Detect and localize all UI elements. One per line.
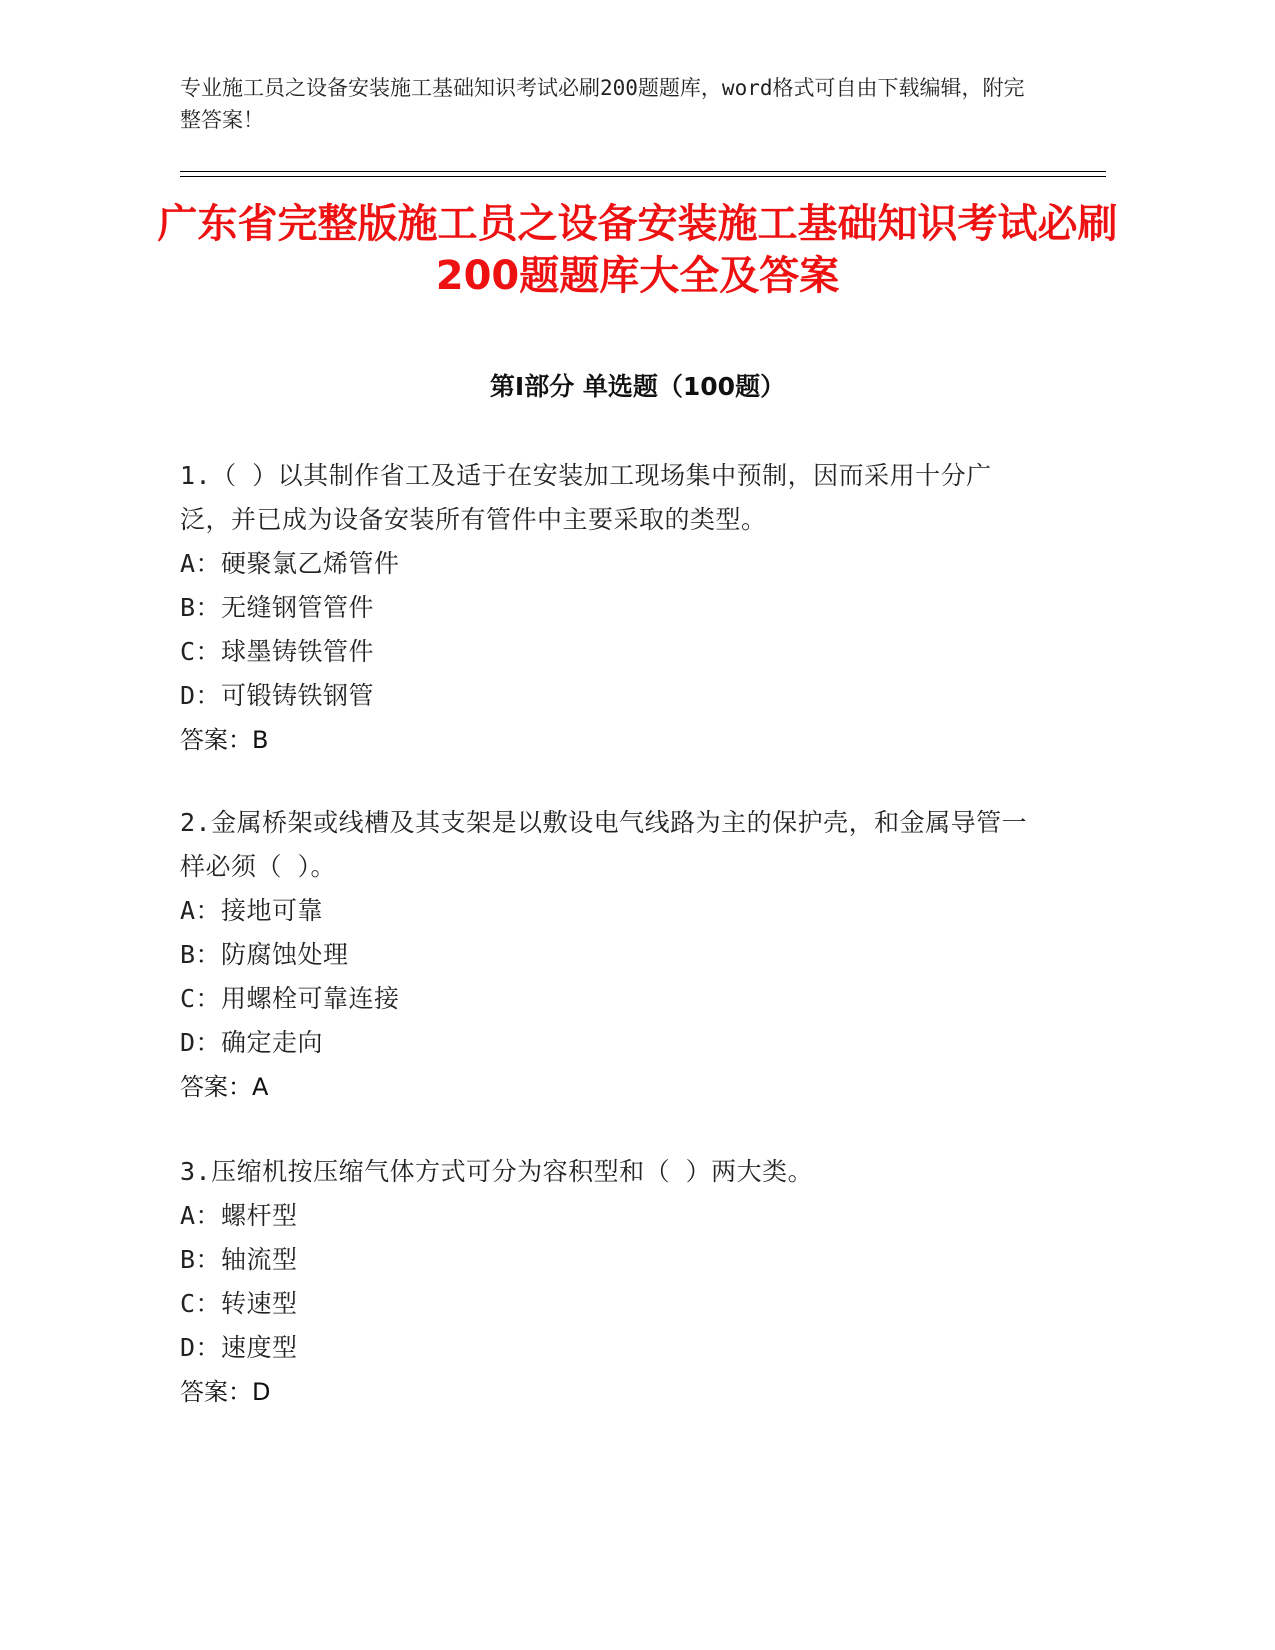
question-2 (180, 801, 1040, 1109)
option-b: B：轴流型 (180, 1245, 298, 1274)
header-divider-top (180, 171, 1106, 172)
option-c: C：球墨铸铁管件 (180, 637, 375, 666)
option-b: B：无缝钢管管件 (180, 593, 375, 622)
question-stem: 3.压缩机按压缩气体方式可分为容积型和（ ）两大类。 (180, 1157, 814, 1186)
option-d: D：速度型 (180, 1333, 298, 1362)
section-heading: 第Ⅰ部分 单选题（100题） (489, 372, 786, 401)
option-d: D：可锻铸铁钢管 (180, 681, 375, 710)
option-d: D：确定走向 (180, 1028, 324, 1057)
option-a: A：接地可靠 (180, 896, 324, 925)
document-title: 广东省完整版施工员之设备安装施工基础知识考试必刷200题题库大全及答案 (157, 201, 1118, 299)
option-c: C：转速型 (180, 1289, 298, 1318)
option-c: C：用螺栓可靠连接 (180, 984, 400, 1013)
option-a: A：硬聚氯乙烯管件 (180, 549, 400, 578)
header-divider-bottom (180, 176, 1106, 177)
question-stem: 1.（ ）以其制作省工及适于在安装加工现场集中预制，因而采用十分广泛，并已成为设备安装所有管件中主要采取的类型。 (180, 461, 992, 534)
answer: 答案：B (180, 726, 269, 754)
question-stem: 2.金属桥架或线槽及其支架是以敷设电气线路为主的保护壳，和金属导管一样必须（ ）。 (180, 808, 1028, 881)
option-b: B：防腐蚀处理 (180, 940, 349, 969)
question-3 (180, 1150, 1040, 1414)
answer: 答案：D (180, 1378, 271, 1406)
answer: 答案：A (180, 1073, 269, 1101)
option-a: A：螺杆型 (180, 1201, 298, 1230)
question-1 (180, 454, 1040, 762)
header-note: 专业施工员之设备安装施工基础知识考试必刷200题题库，word格式可自由下载编辑，附完整答案！ (180, 76, 1025, 132)
